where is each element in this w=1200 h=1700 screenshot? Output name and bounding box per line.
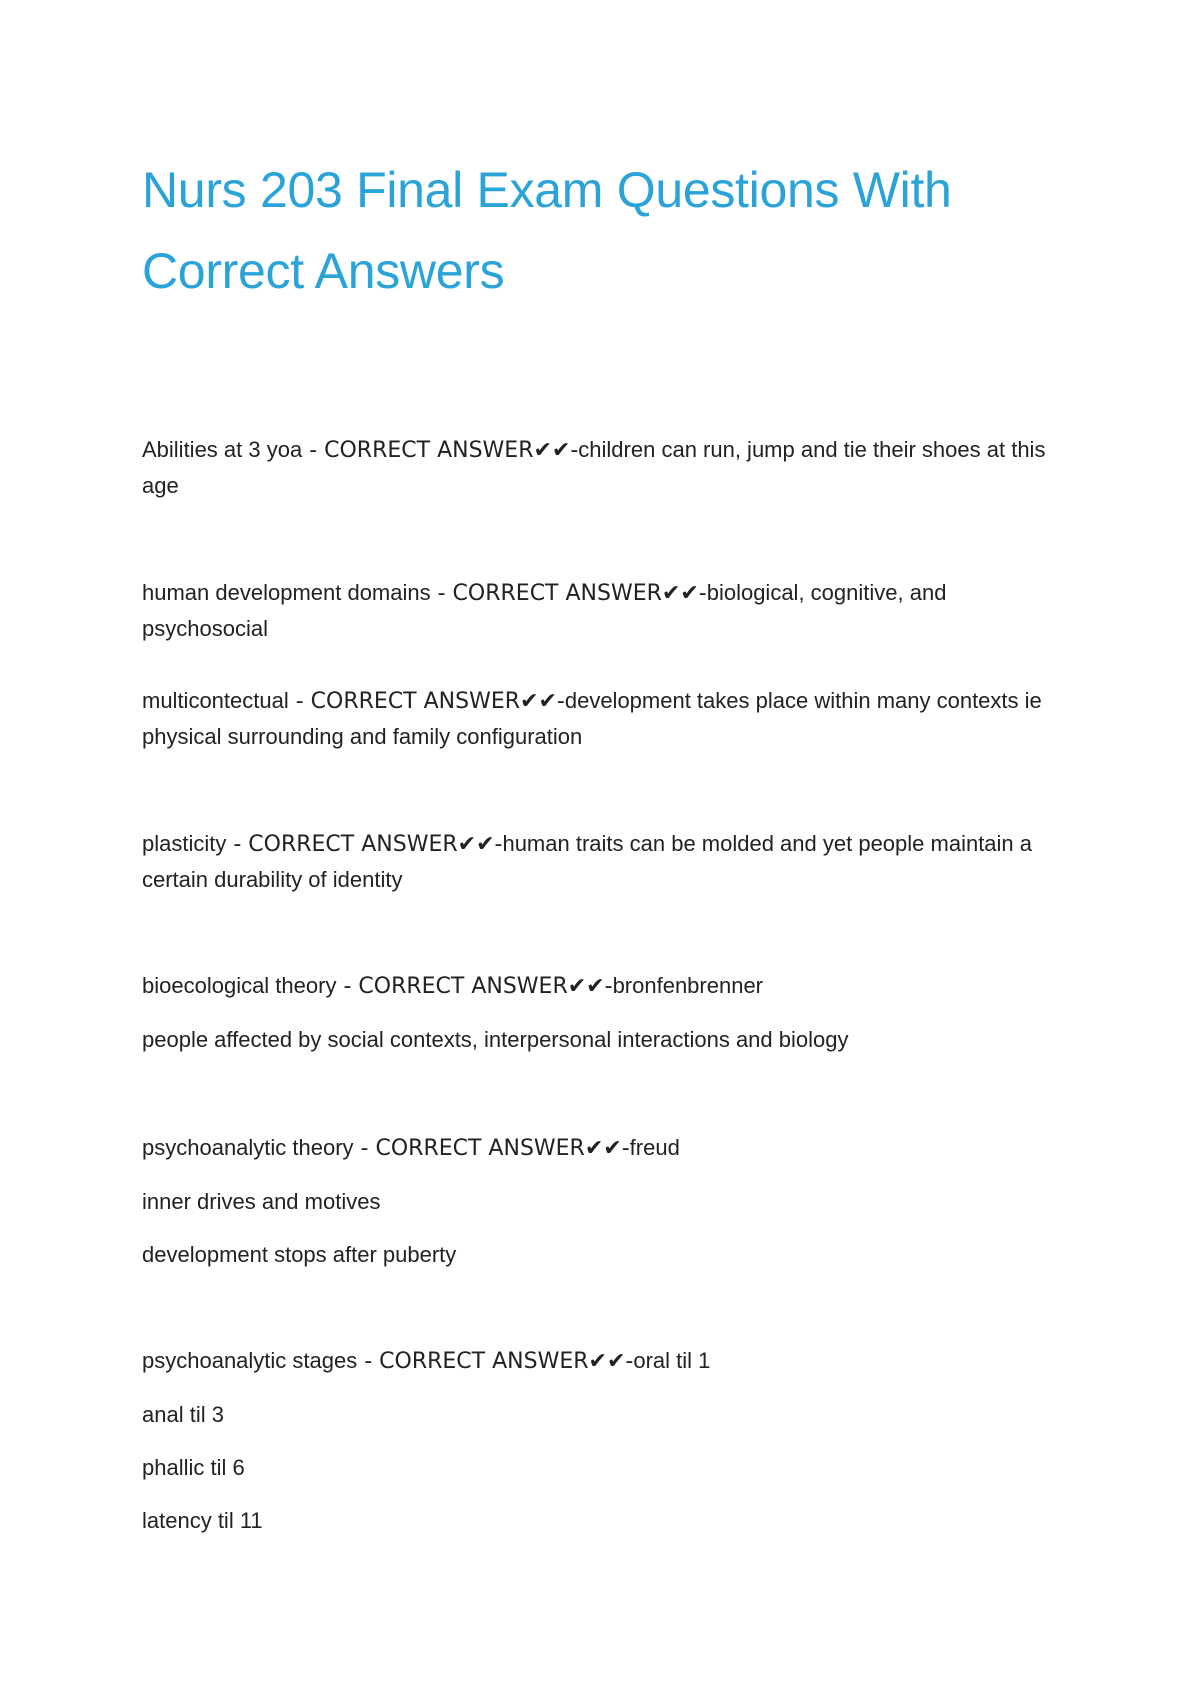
- qa-entry: [142, 1130, 1062, 1272]
- qa-line: [142, 1343, 1062, 1379]
- qa-answer: development takes place within many contexts ie physical surrounding and family configuration: [142, 688, 1042, 749]
- correct-answer-marker: - CORRECT ANSWER✔✔-: [302, 438, 579, 463]
- qa-detail-line: development stops after puberty: [142, 1242, 457, 1267]
- qa-term: psychoanalytic theory: [142, 1135, 354, 1160]
- qa-term: Abilities at 3 yoa: [142, 437, 303, 462]
- qa-answer: oral til 1: [633, 1348, 711, 1373]
- qa-line: [142, 968, 1062, 1004]
- qa-entry: [142, 968, 1062, 1057]
- qa-term: multicontectual: [142, 688, 289, 713]
- correct-answer-marker: - CORRECT ANSWER✔✔-: [288, 689, 565, 714]
- correct-answer-marker: - CORRECT ANSWER✔✔-: [430, 581, 707, 606]
- qa-answer: biological, cognitive, and psychosocial: [142, 580, 947, 641]
- correct-answer-marker: - CORRECT ANSWER✔✔-: [336, 974, 613, 999]
- correct-answer-marker: - CORRECT ANSWER✔✔-: [353, 1136, 630, 1161]
- qa-detail-line: anal til 3: [142, 1402, 224, 1427]
- qa-term: plasticity: [142, 831, 227, 856]
- qa-term: bioecological theory: [142, 973, 337, 998]
- qa-term: human development domains: [142, 580, 431, 605]
- qa-detail-line: latency til 11: [142, 1508, 263, 1533]
- qa-answer: human traits can be molded and yet people maintain a certain durability of identity: [142, 831, 1033, 892]
- qa-detail-line: inner drives and motives: [142, 1189, 381, 1214]
- correct-answer-marker: - CORRECT ANSWER✔✔-: [226, 832, 503, 857]
- qa-entry: [142, 575, 1062, 646]
- qa-line: [142, 826, 1062, 897]
- qa-detail-line: phallic til 6: [142, 1455, 245, 1480]
- qa-entry: [142, 826, 1062, 897]
- qa-entry: [142, 432, 1062, 503]
- qa-answer: children can run, jump and tie their shoes at this age: [142, 437, 1046, 498]
- qa-entry: [142, 1343, 1062, 1538]
- qa-detail-line: people affected by social contexts, interpersonal interactions and biology: [142, 1027, 849, 1052]
- qa-term: psychoanalytic stages: [142, 1348, 358, 1373]
- document-title: Nurs 203 Final Exam Questions With Correct Answers: [142, 162, 952, 299]
- qa-answer: freud: [629, 1135, 680, 1160]
- qa-answer: bronfenbrenner: [612, 973, 764, 998]
- qa-entry: [142, 683, 1062, 754]
- qa-line: [142, 575, 1062, 646]
- correct-answer-marker: - CORRECT ANSWER✔✔-: [357, 1349, 634, 1374]
- qa-line: [142, 683, 1062, 754]
- qa-line: [142, 1130, 1062, 1166]
- qa-line: [142, 432, 1062, 503]
